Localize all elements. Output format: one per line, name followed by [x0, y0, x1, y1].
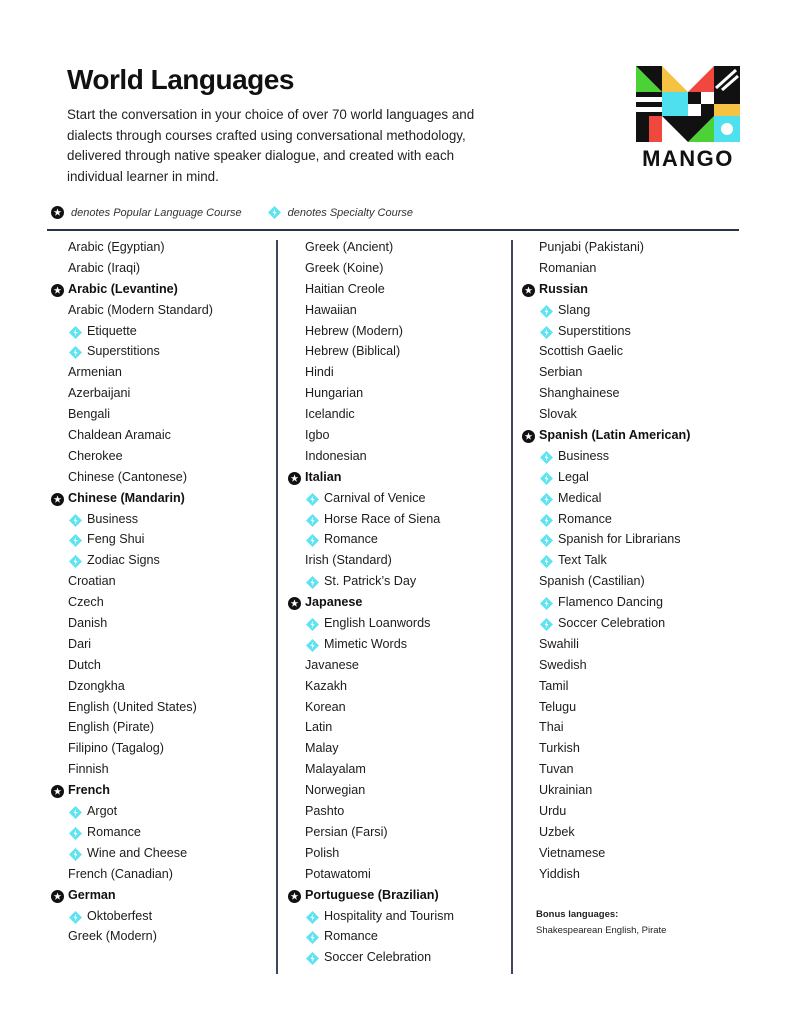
star-circle-icon [51, 889, 64, 902]
language-item [51, 237, 271, 258]
specialty-course-item [522, 467, 742, 488]
lightning-diamond-icon [306, 513, 319, 526]
legend-specialty [268, 206, 413, 219]
item-label: Tamil [539, 678, 569, 693]
specialty-course-item [522, 300, 742, 321]
item-label: Etiquette [87, 323, 137, 338]
header-divider [47, 229, 739, 231]
specialty-course-item [51, 341, 271, 362]
item-label: Romance [87, 824, 141, 839]
item-label: Arabic (Levantine) [68, 281, 178, 296]
language-item [288, 780, 508, 801]
item-label: French (Canadian) [68, 866, 173, 881]
language-item [522, 237, 742, 258]
star-circle-icon [51, 206, 64, 219]
item-label: Yiddish [539, 866, 580, 881]
specialty-course-item [522, 509, 742, 530]
item-label: Vietnamese [539, 845, 606, 860]
item-label: Business [558, 448, 610, 463]
popular-language-item [51, 780, 271, 801]
item-label: Spanish for Librarians [558, 532, 681, 547]
language-item [522, 697, 742, 718]
item-label: Latin [305, 720, 333, 735]
item-label: Polish [305, 845, 340, 860]
item-label: Indonesian [305, 448, 367, 463]
specialty-course-item [522, 529, 742, 550]
item-label: Punjabi (Pakistani) [539, 240, 644, 254]
popular-language-item [51, 885, 271, 906]
mango-logo [636, 66, 740, 172]
specialty-course-item [522, 446, 742, 467]
specialty-course-item [51, 529, 271, 550]
item-label: Dari [68, 636, 92, 651]
intro-paragraph: Start the conversation in your choice of over 70 world languages and dialects through courses crafted using conversational methodology, delivered through native speaker dialogue, and created with each individual learner in mind. [67, 107, 475, 184]
language-item [51, 634, 271, 655]
language-item [51, 717, 271, 738]
lightning-diamond-icon [69, 325, 82, 338]
lightning-diamond-icon [69, 826, 82, 839]
lightning-diamond-icon [540, 450, 553, 463]
item-label: Feng Shui [87, 532, 145, 547]
item-label: Carnival of Venice [324, 490, 426, 505]
language-item [51, 655, 271, 676]
specialty-course-item [288, 613, 508, 634]
item-label: Chinese (Cantonese) [68, 469, 188, 484]
column-divider [276, 240, 278, 974]
item-label: Igbo [305, 428, 330, 443]
item-label: Legal [558, 469, 589, 484]
language-item [288, 676, 508, 697]
item-label: English (United States) [68, 699, 197, 714]
item-label: Hawaiian [305, 302, 357, 317]
item-label: Italian [305, 469, 342, 484]
item-label: Japanese [305, 595, 363, 610]
language-item [288, 321, 508, 342]
lightning-diamond-icon [306, 930, 319, 943]
lightning-diamond-icon [540, 471, 553, 484]
page-title: World Languages [67, 64, 294, 95]
item-label: Armenian [68, 365, 122, 380]
lightning-diamond-icon [306, 492, 319, 505]
language-item [51, 864, 271, 885]
item-label: Horse Race of Siena [324, 511, 441, 526]
item-label: Arabic (Iraqi) [68, 260, 141, 275]
item-label: Spanish (Latin American) [539, 428, 691, 443]
language-item [288, 655, 508, 676]
language-item [51, 425, 271, 446]
language-item [51, 697, 271, 718]
specialty-course-item [288, 926, 508, 947]
item-label: Romance [324, 929, 378, 944]
language-item [288, 279, 508, 300]
item-label: Oktoberfest [87, 908, 153, 923]
star-circle-icon [288, 471, 301, 484]
language-item [51, 362, 271, 383]
lightning-diamond-icon [69, 847, 82, 860]
specialty-course-item [51, 906, 271, 927]
item-label: Czech [68, 595, 104, 610]
item-label: Icelandic [305, 407, 355, 422]
popular-language-item [51, 279, 271, 300]
item-label: Greek (Koine) [305, 260, 384, 275]
popular-language-item [51, 488, 271, 509]
item-label: Azerbaijani [68, 386, 131, 401]
item-label: Javanese [305, 657, 359, 672]
item-label: Mimetic Words [324, 636, 408, 651]
item-label: Soccer Celebration [324, 950, 432, 965]
item-label: English Loanwords [324, 616, 431, 631]
lightning-diamond-icon [306, 951, 319, 964]
legend-popular-label: denotes Popular Language Course [71, 206, 242, 219]
language-item [288, 237, 508, 258]
item-label: Superstitions [87, 344, 160, 359]
item-label: Finnish [68, 762, 109, 777]
language-item [51, 613, 271, 634]
item-label: Arabic (Modern Standard) [68, 302, 213, 317]
language-item [522, 404, 742, 425]
specialty-course-item [288, 509, 508, 530]
specialty-course-item [522, 488, 742, 509]
item-label: Pashto [305, 804, 345, 819]
item-label: Haitian Creole [305, 281, 385, 296]
lightning-diamond-icon [540, 304, 553, 317]
language-item [522, 676, 742, 697]
language-item [288, 801, 508, 822]
language-item [51, 571, 271, 592]
item-label: Potawatomi [305, 866, 371, 881]
language-item [288, 550, 508, 571]
language-item [522, 362, 742, 383]
lightning-diamond-icon [69, 533, 82, 546]
language-item [522, 822, 742, 843]
lightning-diamond-icon [540, 617, 553, 630]
item-label: Ukrainian [539, 783, 593, 798]
language-item [51, 592, 271, 613]
star-circle-icon [522, 429, 535, 442]
column-divider [511, 240, 513, 974]
item-label: Arabic (Egyptian) [68, 240, 165, 254]
language-item [51, 300, 271, 321]
specialty-course-item [51, 822, 271, 843]
language-item [51, 759, 271, 780]
lightning-diamond-icon [69, 345, 82, 358]
language-item [51, 467, 271, 488]
lightning-diamond-icon [306, 638, 319, 651]
item-label: Slang [558, 302, 591, 317]
lightning-diamond-icon [540, 596, 553, 609]
item-label: Spanish (Castilian) [539, 574, 645, 589]
specialty-course-item [522, 613, 742, 634]
item-label: Telugu [539, 699, 577, 714]
language-item [522, 759, 742, 780]
language-item [51, 446, 271, 467]
language-item [288, 425, 508, 446]
language-item [288, 738, 508, 759]
item-label: Hospitality and Tourism [324, 908, 454, 923]
lightning-diamond-icon [69, 513, 82, 526]
language-item [51, 404, 271, 425]
item-label: Irish (Standard) [305, 553, 392, 568]
lightning-diamond-icon [306, 910, 319, 923]
language-item [288, 258, 508, 279]
lightning-diamond-icon [540, 325, 553, 338]
star-circle-icon [51, 784, 64, 797]
language-item [522, 341, 742, 362]
item-label: Tuvan [539, 762, 574, 777]
specialty-course-item [288, 488, 508, 509]
popular-language-item [522, 279, 742, 300]
language-item [288, 341, 508, 362]
popular-language-item [288, 592, 508, 613]
item-label: Shanghainese [539, 386, 620, 401]
item-label: Norwegian [305, 783, 366, 798]
specialty-course-item [288, 529, 508, 550]
language-item [522, 383, 742, 404]
lightning-diamond-icon [69, 554, 82, 567]
legend-specialty-label: denotes Specialty Course [287, 206, 413, 219]
item-label: Superstitions [558, 323, 631, 338]
item-label: Greek (Modern) [68, 929, 157, 944]
lightning-diamond-icon [540, 554, 553, 567]
bonus-text: Shakespearean English, Pirate [536, 925, 667, 936]
language-item [288, 822, 508, 843]
lightning-diamond-icon [540, 513, 553, 526]
language-item [51, 676, 271, 697]
lightning-diamond-icon [69, 805, 82, 818]
specialty-course-item [51, 843, 271, 864]
item-label: Romance [324, 532, 378, 547]
bonus-heading: Bonus languages: [536, 909, 619, 920]
language-item [522, 258, 742, 279]
item-label: Swahili [539, 636, 579, 651]
item-label: Text Talk [558, 553, 607, 568]
item-label: Chaldean Aramaic [68, 428, 171, 443]
item-label: Korean [305, 699, 346, 714]
item-label: Danish [68, 616, 108, 631]
item-label: French [68, 783, 110, 798]
language-item [288, 404, 508, 425]
item-label: Slovak [539, 407, 577, 422]
language-item [522, 655, 742, 676]
language-column-1 [51, 237, 271, 947]
language-item [288, 843, 508, 864]
popular-language-item [288, 467, 508, 488]
item-label: Serbian [539, 365, 583, 380]
lightning-diamond-icon [306, 575, 319, 588]
language-column-3 [522, 237, 742, 885]
language-item [51, 738, 271, 759]
item-label: Thai [539, 720, 564, 735]
star-circle-icon [51, 283, 64, 296]
language-column-2 [288, 237, 508, 968]
item-label: Argot [87, 804, 118, 819]
popular-language-item [522, 425, 742, 446]
language-item [51, 258, 271, 279]
specialty-course-item [288, 906, 508, 927]
item-label: Romanian [539, 260, 597, 275]
legend-popular [51, 206, 242, 219]
item-label: Hungarian [305, 386, 364, 401]
language-item [522, 801, 742, 822]
specialty-course-item [522, 321, 742, 342]
item-label: Croatian [68, 574, 116, 589]
item-label: Kazakh [305, 678, 348, 693]
item-label: Urdu [539, 804, 567, 819]
item-label: Dutch [68, 657, 101, 672]
lightning-diamond-icon [540, 533, 553, 546]
item-label: Scottish Gaelic [539, 344, 623, 359]
item-label: Romance [558, 511, 612, 526]
item-label: Filipino (Tagalog) [68, 741, 164, 756]
item-label: Greek (Ancient) [305, 240, 394, 254]
item-label: Russian [539, 281, 588, 296]
language-item [288, 864, 508, 885]
lightning-diamond-icon [540, 492, 553, 505]
language-item [51, 383, 271, 404]
item-label: English (Pirate) [68, 720, 155, 735]
item-label: St. Patrick’s Day [324, 574, 417, 589]
item-label: Turkish [539, 741, 580, 756]
lightning-diamond-icon [69, 910, 82, 923]
star-circle-icon [51, 492, 64, 505]
star-circle-icon [288, 889, 301, 902]
specialty-course-item [288, 571, 508, 592]
logo-wordmark: MANGO [642, 146, 734, 171]
specialty-course-item [51, 550, 271, 571]
item-label: Bengali [68, 407, 111, 422]
language-item [522, 864, 742, 885]
language-item [51, 926, 271, 947]
item-label: Malay [305, 741, 339, 756]
item-label: Medical [558, 490, 602, 505]
language-item [522, 780, 742, 801]
item-label: Wine and Cheese [87, 845, 188, 860]
language-item [288, 759, 508, 780]
bonus-languages [536, 909, 666, 936]
item-label: Flamenco Dancing [558, 595, 663, 610]
item-label: Hebrew (Biblical) [305, 344, 401, 359]
specialty-course-item [522, 592, 742, 613]
item-label: Malayalam [305, 762, 366, 777]
specialty-course-item [288, 947, 508, 968]
specialty-course-item [51, 801, 271, 822]
specialty-course-item [51, 321, 271, 342]
item-label: Zodiac Signs [87, 553, 160, 568]
item-label: Business [87, 511, 139, 526]
language-item [522, 843, 742, 864]
language-item [288, 300, 508, 321]
language-item [288, 446, 508, 467]
star-circle-icon [522, 283, 535, 296]
specialty-course-item [288, 634, 508, 655]
item-label: Portuguese (Brazilian) [305, 887, 439, 902]
specialty-course-item [522, 550, 742, 571]
language-item [522, 571, 742, 592]
popular-language-item [288, 885, 508, 906]
language-item [522, 634, 742, 655]
item-label: German [68, 887, 116, 902]
lightning-diamond-icon [306, 617, 319, 630]
item-label: Hindi [305, 365, 334, 380]
language-item [522, 717, 742, 738]
lightning-diamond-icon [268, 206, 281, 219]
item-label: Swedish [539, 657, 587, 672]
item-label: Soccer Celebration [558, 616, 666, 631]
item-label: Hebrew (Modern) [305, 323, 403, 338]
language-item [288, 717, 508, 738]
language-item [288, 383, 508, 404]
star-circle-icon [288, 596, 301, 609]
language-item [288, 697, 508, 718]
item-label: Uzbek [539, 824, 575, 839]
language-item [522, 738, 742, 759]
item-label: Persian (Farsi) [305, 824, 388, 839]
mango-logo-mark [636, 66, 740, 142]
language-item [288, 362, 508, 383]
legend [51, 206, 439, 219]
specialty-course-item [51, 509, 271, 530]
item-label: Dzongkha [68, 678, 125, 693]
item-label: Chinese (Mandarin) [68, 490, 185, 505]
item-label: Cherokee [68, 448, 123, 463]
lightning-diamond-icon [306, 533, 319, 546]
